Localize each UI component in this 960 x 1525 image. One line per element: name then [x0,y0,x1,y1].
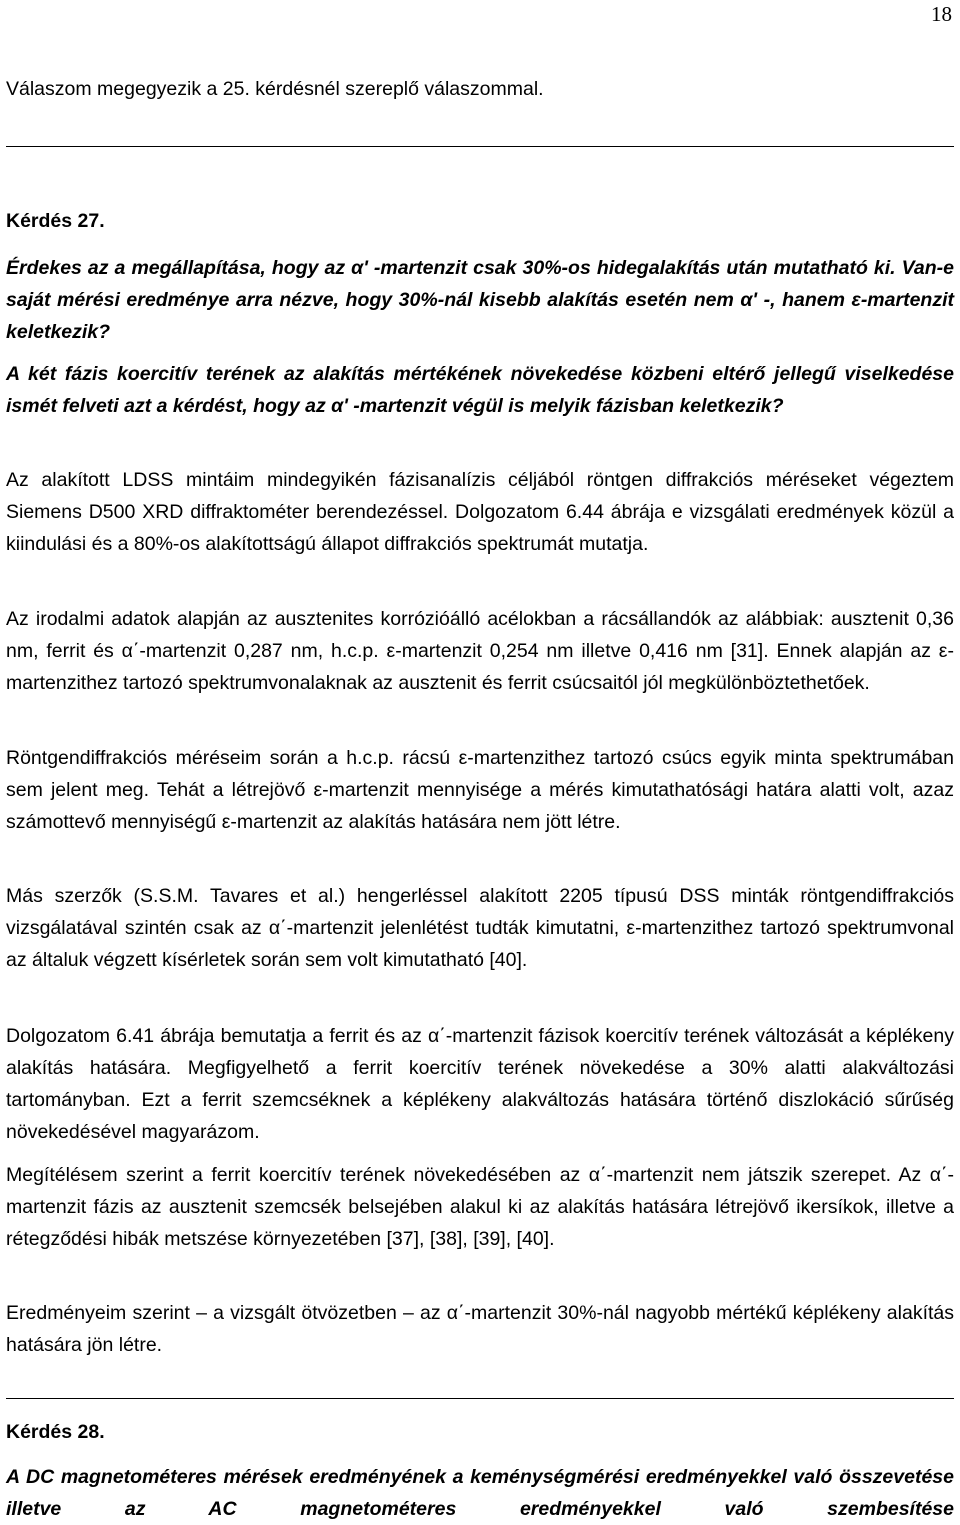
answer-paragraph: Röntgendiffrakciós méréseim során a h.c.p. rácsú ε-martenzithez tartozó csúcs egyik minta spektrumában sem jelent meg. Tehát a létrejövő ε-martenzit mennyisége a mérés kimutathatósági határa alatti volt, azaz számottevő mennyiségű ε-martenzit az alakítás hatására nem jött létre. [6,747,954,833]
section-divider [6,1398,954,1399]
answer-paragraph: Megítélésem szerint a ferrit koercitív terének növekedésében az α΄-martenzit nem játszik szerepet. Az α΄-martenzit fázis az ausztenit szemcsék belsejében alakul ki az alakítás hatására létrejövő ikersíkok, illetve a rétegződési hibák metszése környezetében [37], [38], [39], [40]. [6,1164,954,1250]
question-27-text: Érdekes az a megállapítása, hogy az α' -martenzit csak 30%-os hidegalakítás után mutatható ki. Van-e saját mérési eredménye arra nézve, hogy 30%-nál kisebb alakítás esetén nem α' -, hanem ε-martenzit keletkezik? [6,257,954,343]
intro-paragraph: Válaszom megegyezik a 25. kérdésnél szereplő válaszommal. [6,78,544,100]
question-28-heading: Kérdés 28. [6,1421,105,1443]
question-27-followup: A két fázis koercitív terének az alakítás mértékének növekedése közbeni eltérő jellegű viselkedése ismét felveti azt a kérdést, hogy az α' -martenzit végül is melyik fázisban keletkezik? [6,363,954,417]
answer-paragraph: Dolgozatom 6.41 ábrája bemutatja a ferrit és az α΄-martenzit fázisok koercitív terének változását a képlékeny alakítás hatására. Megfigyelhető a ferrit koercitív terének növekedése a 30% alatti alakváltozási tartományban. Ezt a ferrit szemcséknek a képlékeny alakváltozás hatására történő diszlokáció sűrűség növekedésével magyarázom. [6,1025,954,1143]
answer-paragraph: Az alakított LDSS mintáim mindegyikén fázisanalízis céljából röntgen diffrakciós méréseket végeztem Siemens D500 XRD diffraktométer berendezéssel. Dolgozatom 6.44 ábrája e vizsgálati eredmények közül a kiindulási és a 80%-os alakítottságú állapot diffrakciós spektrumát mutatja. [6,469,954,555]
section-divider [6,146,954,147]
question-27-heading: Kérdés 27. [6,210,105,232]
answer-paragraph: Más szerzők (S.S.M. Tavares et al.) hengerléssel alakított 2205 típusú DSS minták röntgendiffrakciós vizsgálatával szintén csak az α΄-martenzit jelenlétést tudták kimutatni, ε-martenzithez tartozó spektrumvonal az általuk végzett kísérletek során sem volt kimutatható [40]. [6,885,954,971]
answer-paragraph: Eredményeim szerint – a vizsgált ötvözetben – az α΄-martenzit 30%-nál nagyobb mértékű képlékeny alakítás hatására jön létre. [6,1302,954,1356]
answer-paragraph: Az irodalmi adatok alapján az ausztenites korrózióálló acélokban a rácsállandók az alábbiak: ausztenit 0,36 nm, ferrit és α΄-martenzit 0,287 nm, h.c.p. ε-martenzit 0,254 nm illetve 0,416 nm [31]. Ennek alapján az ε-martenzithez tartozó spektrumvonalaknak az ausztenit és ferrit csúcsaitól jól megkülönböztethetőek. [6,608,954,694]
page-number: 18 [931,2,952,26]
question-28-text: A DC magnetométeres mérések eredményének a keménységmérési eredményekkel való összevetése illetve az AC magnetométeres eredményekkel való szembesítése [6,1466,954,1520]
